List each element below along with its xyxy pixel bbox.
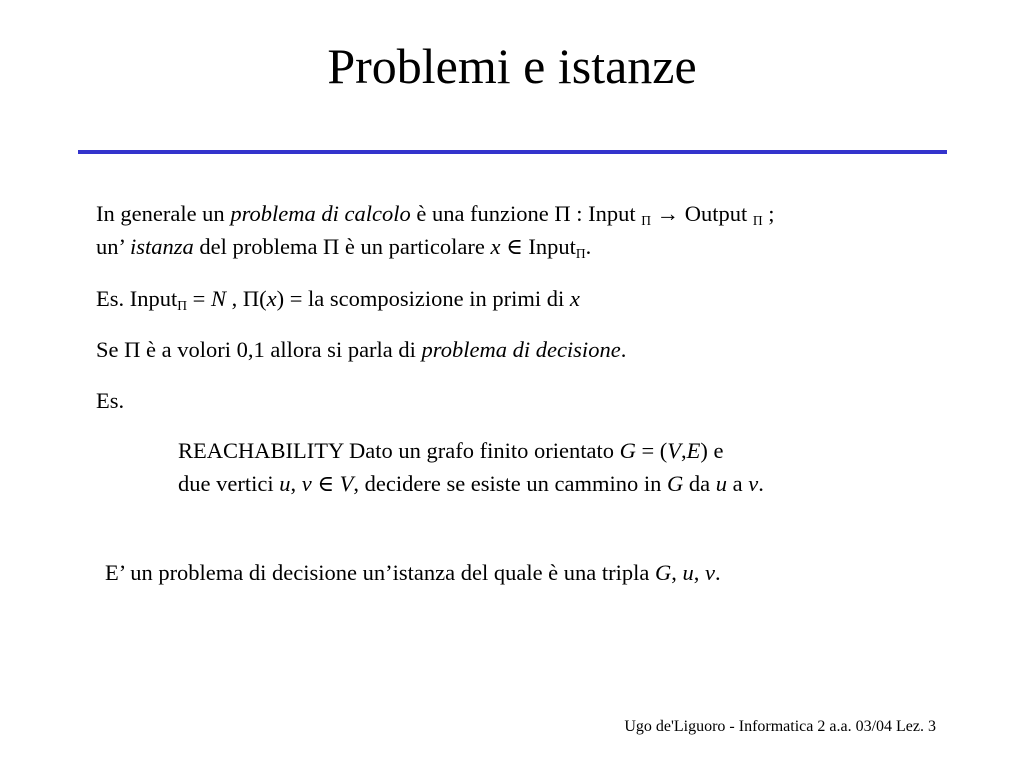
conclusion-line: E’ un problema di decisione un’istanza del quale è una tripla G, u, v.: [105, 560, 721, 585]
definition-line-1: In generale un problema di calcolo è una funzione Π : Input $_\Pi$ → Output $_\Pi$ ;: [96, 201, 775, 229]
definition-line-2: un’ istanza del problema Π è un particolare x ∈ Input$_\Pi$.: [96, 234, 592, 262]
reachability-line-2: due vertici u, v ∈ V, decidere se esiste un cammino in G da u a v.: [178, 471, 764, 496]
slide-title: Problemi e istanze: [327, 38, 697, 94]
decision-problem-line: Se Π è a volori 0,1 allora si parla di problema di decisione.: [96, 337, 627, 362]
example-line-1: Es. Input$_\Pi$ = N , Π(x) = la scomposizione in primi di x: [96, 286, 580, 314]
example-label: Es.: [96, 388, 125, 413]
reachability-line-1: REACHABILITY Dato un grafo finito orientato G = (V,E) e: [178, 438, 724, 463]
slide-footer: Ugo de'Liguoro - Informatica 2 a.a. 03/04 Lez. 3: [624, 718, 936, 735]
title-divider: [78, 150, 947, 154]
